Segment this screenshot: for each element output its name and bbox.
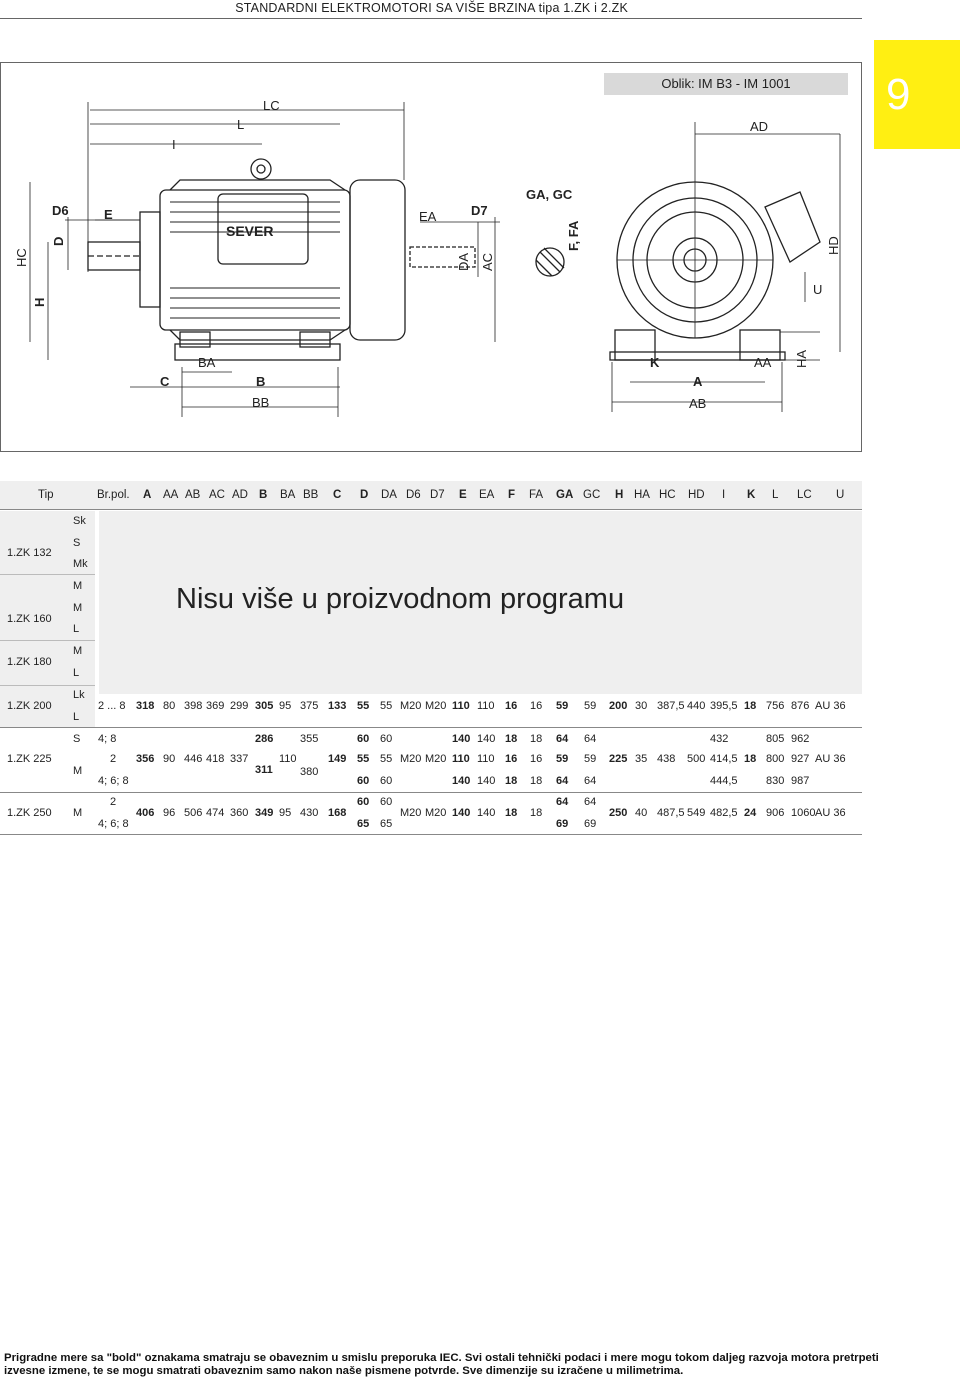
table-cell-ea: 140 xyxy=(477,733,496,745)
table-cell-f: 18 xyxy=(505,733,518,745)
table-cell-i: 414,5 xyxy=(710,753,738,765)
table-cell-f: 18 xyxy=(505,775,518,787)
table-cell-bb: 380 xyxy=(300,766,319,778)
col-brpol: Br.pol. xyxy=(97,489,130,501)
table-cell-hc: 438 xyxy=(657,753,676,765)
table-cell-da: 60 xyxy=(380,733,393,745)
dim-b: B xyxy=(256,374,266,389)
type-200: 1.ZK 200 xyxy=(7,700,52,712)
table-cell-hd: 549 xyxy=(687,807,706,819)
dim-ga-gc: GA, GC xyxy=(526,187,573,202)
col-i: I xyxy=(722,489,726,501)
dim-i: I xyxy=(172,137,176,152)
table-cell-i: 395,5 xyxy=(710,700,738,712)
table-cell-f: 18 xyxy=(505,807,518,819)
table-cell-da: 65 xyxy=(380,818,393,830)
col-ha: HA xyxy=(634,489,650,501)
page-header-title: STANDARDNI ELEKTROMOTORI SA VIŠE BRZINA tipa 1.ZK i 2.ZK xyxy=(235,1,628,15)
col-e: E xyxy=(459,489,467,501)
table-cell-d: 65 xyxy=(357,818,370,830)
table-cell-i: 444,5 xyxy=(710,775,738,787)
col-c: C xyxy=(333,489,342,501)
table-cell-ad: 299 xyxy=(230,700,249,712)
dim-e: E xyxy=(104,207,113,222)
table-cell-h: 225 xyxy=(609,753,628,765)
dim-ea: EA xyxy=(419,209,437,224)
table-cell-a: 356 xyxy=(136,753,155,765)
table-cell-pol: 4; 6; 8 xyxy=(98,818,129,830)
size-label: M xyxy=(73,807,83,819)
table-cell-pol: 2 ... 8 xyxy=(98,700,126,712)
brand-label: SEVER xyxy=(226,223,274,239)
table-cell-ha: 40 xyxy=(635,807,648,819)
table-cell-ab: 446 xyxy=(184,753,203,765)
table-cell-ad: 360 xyxy=(230,807,249,819)
dim-h: H xyxy=(32,297,47,307)
type-250: 1.ZK 250 xyxy=(7,807,52,819)
dim-a: A xyxy=(693,374,703,389)
table-cell-fa: 16 xyxy=(530,700,543,712)
col-f: F xyxy=(508,489,516,501)
table-cell-k: 18 xyxy=(744,753,757,765)
table-cell-pol: 2 xyxy=(110,753,117,765)
table-cell-gc: 64 xyxy=(584,775,597,787)
table-cell-da: 55 xyxy=(380,700,393,712)
dim-bb: BB xyxy=(252,395,270,410)
table-cell-hc: 487,5 xyxy=(657,807,685,819)
table-cell-ea: 140 xyxy=(477,807,496,819)
table-cell-ga: 64 xyxy=(556,733,569,745)
table-cell-aa: 80 xyxy=(163,700,176,712)
dim-ab: AB xyxy=(689,396,707,411)
dim-ad: AD xyxy=(750,119,769,134)
table-cell-c: 133 xyxy=(328,700,347,712)
section-tab: 9 xyxy=(874,40,960,149)
table-cell-l: 805 xyxy=(766,733,785,745)
col-ba: BA xyxy=(280,489,296,501)
table-cell-d: 60 xyxy=(357,775,370,787)
col-h: H xyxy=(615,489,624,501)
table-cell-u: AU 36 xyxy=(815,700,846,712)
table-cell-gc: 64 xyxy=(584,733,597,745)
table-cell-c: 168 xyxy=(328,807,347,819)
discontinued-notice: Nisu više u proizvodnom programu xyxy=(176,583,625,615)
table-cell-hc: 387,5 xyxy=(657,700,685,712)
col-lc: LC xyxy=(797,489,812,501)
table-cell-da: 60 xyxy=(380,775,393,787)
type-132: 1.ZK 132 xyxy=(7,547,52,559)
table-cell-ac: 369 xyxy=(206,700,225,712)
table-cell-ab: 506 xyxy=(184,807,203,819)
size-label: M xyxy=(73,602,83,614)
table-cell-gc: 64 xyxy=(584,796,597,808)
col-hc: HC xyxy=(659,489,676,501)
motor-body xyxy=(160,190,350,330)
table-cell-a: 406 xyxy=(136,807,155,819)
size-label: S xyxy=(73,733,81,745)
table-cell-pol: 4; 6; 8 xyxy=(98,775,129,787)
col-d6: D6 xyxy=(406,489,421,501)
size-label: L xyxy=(73,711,80,723)
col-l: L xyxy=(772,489,779,501)
table-cell-ac: 418 xyxy=(206,753,225,765)
table-cell-lc: 962 xyxy=(791,733,810,745)
table-cell-d: 60 xyxy=(357,733,370,745)
dim-aa: AA xyxy=(754,355,772,370)
table-cell-ab: 398 xyxy=(184,700,203,712)
dim-ha: HA xyxy=(794,349,809,368)
size-label: L xyxy=(73,623,80,635)
dim-c: C xyxy=(160,374,170,389)
table-cell-gc: 69 xyxy=(584,818,597,830)
shaft xyxy=(88,242,140,270)
dim-f-fa: F, FA xyxy=(566,220,581,251)
motor-drawing xyxy=(0,62,862,452)
col-bb: BB xyxy=(303,489,319,501)
col-a: A xyxy=(143,489,152,501)
size-label: S xyxy=(73,537,81,549)
type-225: 1.ZK 225 xyxy=(7,753,52,765)
table-cell-h: 250 xyxy=(609,807,628,819)
col-aa: AA xyxy=(163,489,179,501)
type-160: 1.ZK 160 xyxy=(7,613,52,625)
table-cell-i: 432 xyxy=(710,733,729,745)
dim-lc: LC xyxy=(263,98,280,113)
dim-d6: D6 xyxy=(52,203,69,218)
table-cell-d: 55 xyxy=(357,700,370,712)
front-terminal-box xyxy=(765,192,820,262)
fan-cover xyxy=(350,180,405,340)
table-cell-d6: M20 xyxy=(400,753,422,765)
lifting-eye xyxy=(251,159,271,179)
table-cell-l: 906 xyxy=(766,807,785,819)
table-cell-d7: M20 xyxy=(425,807,447,819)
type-180: 1.ZK 180 xyxy=(7,656,52,668)
dim-k: K xyxy=(650,355,660,370)
table-cell-c: 149 xyxy=(328,753,347,765)
table-cell-b: 286 xyxy=(255,733,274,745)
table-cell-fa: 18 xyxy=(530,775,543,787)
col-da: DA xyxy=(381,489,397,501)
table-cell-e: 110 xyxy=(452,700,470,712)
table-cell-bb: 375 xyxy=(300,700,319,712)
table-cell-ea: 110 xyxy=(477,753,495,765)
col-ac: AC xyxy=(209,489,225,501)
table-cell-pol: 4; 8 xyxy=(98,733,117,745)
table-cell-ba: 95 xyxy=(279,807,292,819)
table-cell-ea: 110 xyxy=(477,700,495,712)
footer-note: Prigradne mere sa "bold" oznakama smatraju se obaveznim u smislu preporuka IEC. Svi ostali tehnički podaci i mere mogu tokom daljeg razvoja motora pretrpeti izvesne izmene, te se mogu smatrati obaveznim samo nakon naše pismene potvrde. Sve dimenzije su izračene u milimetrima. xyxy=(4,1352,879,1377)
table-cell-bb: 355 xyxy=(300,733,319,745)
table-cell-ba: 110 xyxy=(279,753,297,765)
table-cell-l: 830 xyxy=(766,775,785,787)
table-cell-ga: 59 xyxy=(556,700,569,712)
mounting-form-label: Oblik: IM B3 - IM 1001 xyxy=(604,73,848,95)
size-label: L xyxy=(73,667,80,679)
table-cell-ga: 64 xyxy=(556,796,569,808)
col-ad: AD xyxy=(232,489,248,501)
table-cell-d6: M20 xyxy=(400,700,422,712)
table-cell-e: 140 xyxy=(452,775,471,787)
dim-hd: HD xyxy=(826,236,841,255)
table-cell-e: 140 xyxy=(452,807,471,819)
table-cell-d: 55 xyxy=(357,753,370,765)
table-cell-hd: 500 xyxy=(687,753,706,765)
table-cell-k: 18 xyxy=(744,700,757,712)
table-cell-ac: 474 xyxy=(206,807,225,819)
dim-hc: HC xyxy=(14,248,29,267)
col-d: D xyxy=(360,489,369,501)
table-cell-l: 756 xyxy=(766,700,785,712)
table-cell-aa: 96 xyxy=(163,807,176,819)
table-cell-f: 16 xyxy=(505,700,518,712)
table-cell-d: 60 xyxy=(357,796,370,808)
table-cell-ga: 69 xyxy=(556,818,569,830)
col-gc: GC xyxy=(583,489,601,501)
table-cell-ga: 59 xyxy=(556,753,569,765)
table-cell-gc: 59 xyxy=(584,700,597,712)
size-label: M xyxy=(73,765,83,777)
col-k: K xyxy=(747,489,756,501)
table-cell-ga: 64 xyxy=(556,775,569,787)
size-label: Lk xyxy=(73,689,85,701)
table-cell-pol: 2 xyxy=(110,796,117,808)
table-cell-k: 24 xyxy=(744,807,757,819)
table-cell-l: 800 xyxy=(766,753,785,765)
dim-l: L xyxy=(237,117,245,132)
table-cell-d7: M20 xyxy=(425,700,447,712)
table-cell-lc: 987 xyxy=(791,775,810,787)
table-cell-lc: 876 xyxy=(791,700,810,712)
table-cell-u: AU 36 xyxy=(815,753,846,765)
dim-ac: AC xyxy=(480,252,495,271)
table-cell-da: 60 xyxy=(380,796,393,808)
table-cell-u: AU 36 xyxy=(815,807,846,819)
table-cell-gc: 59 xyxy=(584,753,597,765)
table-cell-ea: 140 xyxy=(477,775,496,787)
col-fa: FA xyxy=(529,489,544,501)
dim-da: DA xyxy=(456,252,471,271)
table-cell-ha: 30 xyxy=(635,700,648,712)
table-cell-aa: 90 xyxy=(163,753,176,765)
page-header xyxy=(0,0,862,19)
table-cell-fa: 18 xyxy=(530,807,543,819)
size-label: M xyxy=(73,580,83,592)
dim-ba: BA xyxy=(198,355,216,370)
size-label: Sk xyxy=(73,515,86,527)
size-label: M xyxy=(73,645,83,657)
col-d7: D7 xyxy=(430,489,445,501)
table-cell-ad: 337 xyxy=(230,753,249,765)
table-cell-i: 482,5 xyxy=(710,807,738,819)
dim-d7: D7 xyxy=(471,203,488,218)
table-cell-e: 140 xyxy=(452,733,471,745)
table-cell-b: 305 xyxy=(255,700,274,712)
table-cell-f: 16 xyxy=(505,753,518,765)
col-u: U xyxy=(836,489,845,501)
col-tip: Tip xyxy=(38,489,54,501)
table-cell-d7: M20 xyxy=(425,753,447,765)
table-cell-lc: 927 xyxy=(791,753,810,765)
col-hd: HD xyxy=(688,489,705,501)
table-cell-a: 318 xyxy=(136,700,155,712)
col-b: B xyxy=(259,489,268,501)
table-cell-fa: 16 xyxy=(530,753,543,765)
table-header xyxy=(0,481,862,509)
dim-d: D xyxy=(51,236,66,246)
table-cell-ha: 35 xyxy=(635,753,648,765)
table-cell-bb: 430 xyxy=(300,807,319,819)
col-ea: EA xyxy=(479,489,495,501)
table-cell-b: 311 xyxy=(255,764,273,776)
size-label: Mk xyxy=(73,558,88,570)
table-cell-ba: 95 xyxy=(279,700,292,712)
table-cell-hd: 440 xyxy=(687,700,706,712)
table-cell-lc: 1060 xyxy=(791,807,816,819)
table-cell-h: 200 xyxy=(609,700,628,712)
col-ab: AB xyxy=(185,489,201,501)
table-cell-e: 110 xyxy=(452,753,470,765)
table-cell-d6: M20 xyxy=(400,807,422,819)
col-ga: GA xyxy=(556,489,574,501)
table-cell-fa: 18 xyxy=(530,733,543,745)
table-cell-b: 349 xyxy=(255,807,274,819)
table-cell-da: 55 xyxy=(380,753,393,765)
dim-u: U xyxy=(813,282,823,297)
